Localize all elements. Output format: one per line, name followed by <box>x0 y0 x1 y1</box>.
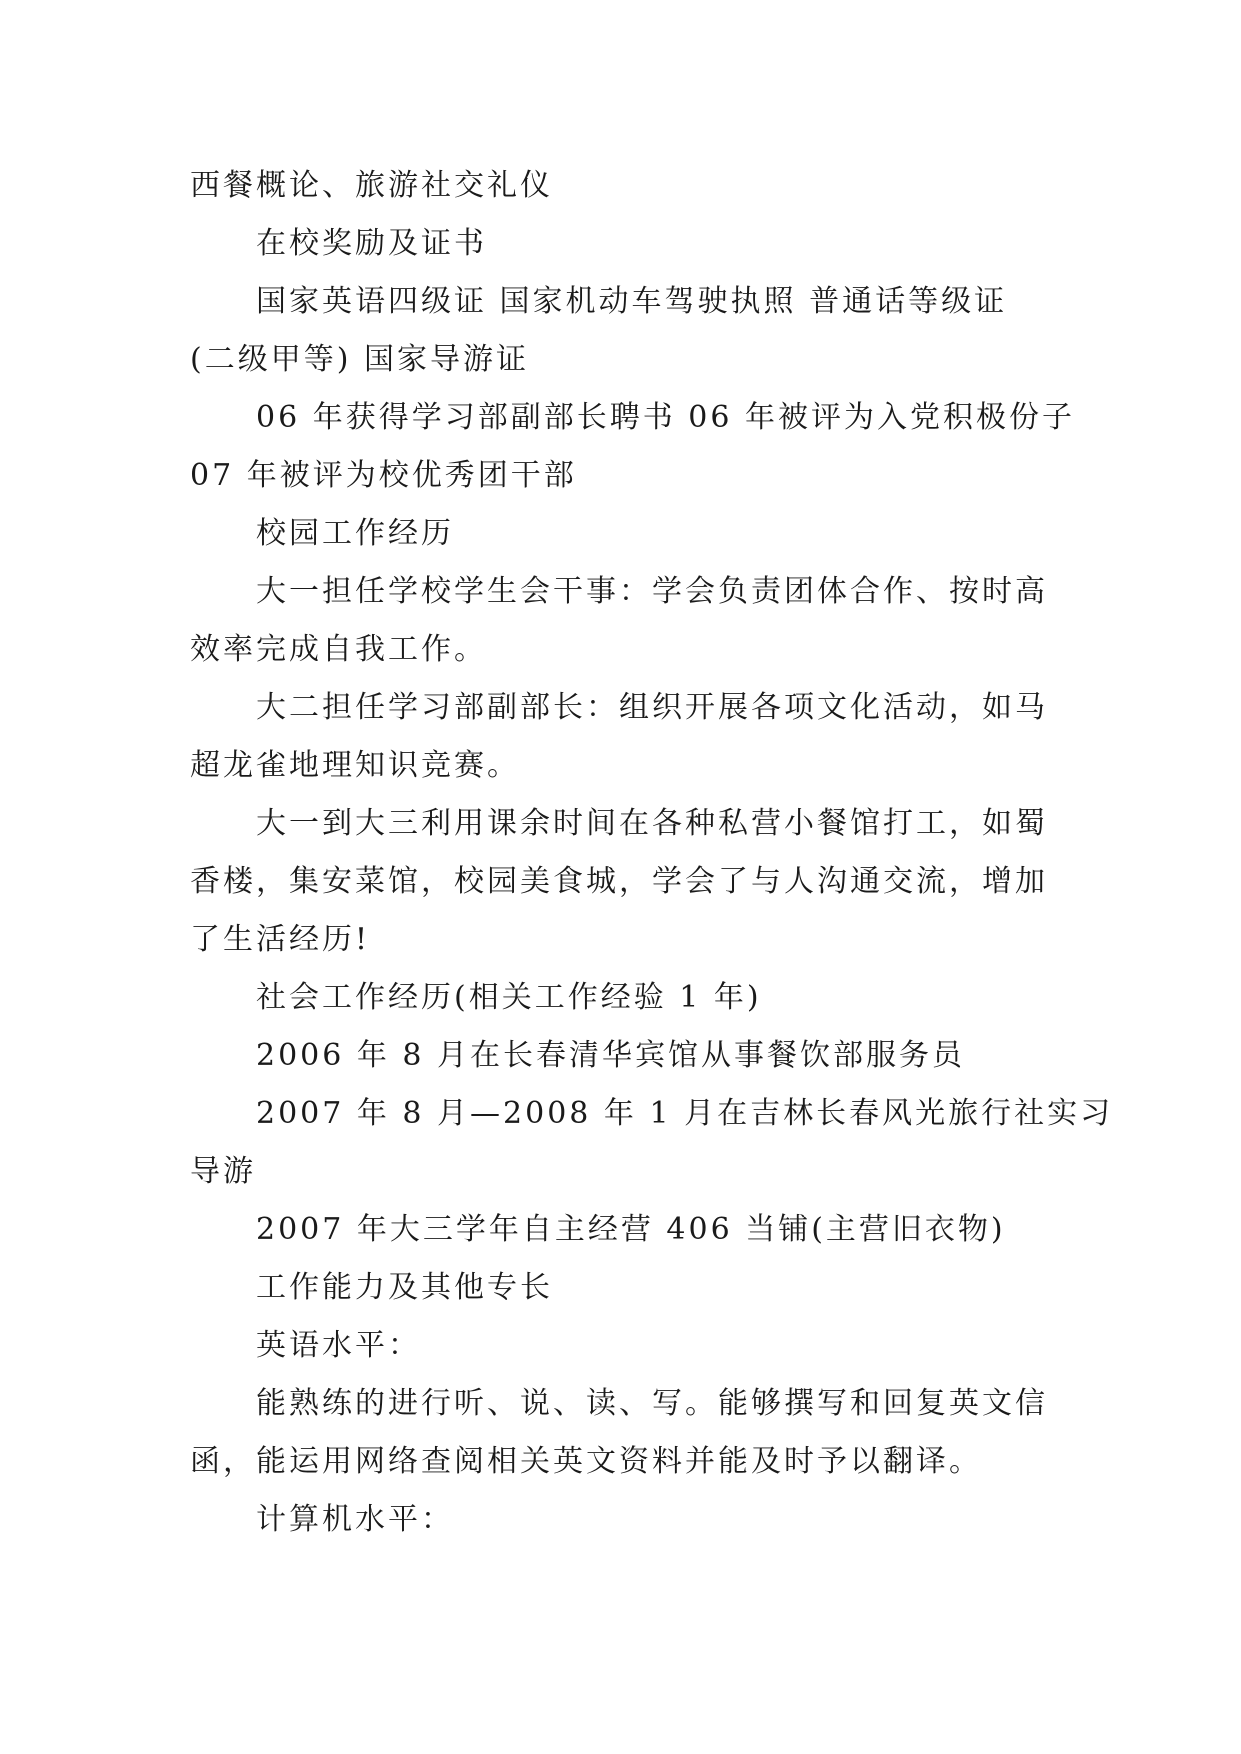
text-line: 了生活经历! <box>190 922 371 957</box>
text-line: 大二担任学习部副部长：组织开展各项文化活动，如马 <box>256 690 1048 725</box>
text-line: 2007 年大三学年自主经营 406 当铺(主营旧衣物) <box>256 1212 1006 1247</box>
section-heading: 社会工作经历(相关工作经验 1 年) <box>256 980 762 1015</box>
section-heading: 在校奖励及证书 <box>256 226 487 261</box>
text-line: 西餐概论、旅游社交礼仪 <box>190 168 553 203</box>
subheading: 英语水平： <box>256 1328 421 1363</box>
text-line: 效率完成自我工作。 <box>190 632 487 667</box>
text-line: 大一担任学校学生会干事：学会负责团体合作、按时高 <box>256 574 1048 609</box>
section-heading: 工作能力及其他专长 <box>256 1270 553 1305</box>
text-line: 国家英语四级证 国家机动车驾驶执照 普通话等级证 <box>256 284 1008 319</box>
text-line: 能熟练的进行听、说、读、写。能够撰写和回复英文信 <box>256 1386 1048 1421</box>
text-line: 函，能运用网络查阅相关英文资料并能及时予以翻译。 <box>190 1444 982 1479</box>
text-line: 导游 <box>190 1154 256 1189</box>
document-page <box>190 157 1114 1549</box>
text-line: 大一到大三利用课余时间在各种私营小餐馆打工，如蜀 <box>256 806 1048 841</box>
text-line: (二级甲等) 国家导游证 <box>190 342 529 377</box>
section-heading: 校园工作经历 <box>256 516 454 551</box>
text-line: 06 年获得学习部副部长聘书 06 年被评为入党积极份子 <box>256 400 1075 435</box>
text-line: 2006 年 8 月在长春清华宾馆从事餐饮部服务员 <box>256 1038 966 1073</box>
text-line: 超龙雀地理知识竞赛。 <box>190 748 520 783</box>
text-line: 07 年被评为校优秀团干部 <box>190 458 577 493</box>
text-line: 香楼，集安菜馆，校园美食城，学会了与人沟通交流，增加 <box>190 864 1048 899</box>
text-line: 2007 年 8 月—2008 年 1 月在吉林长春风光旅行社实习 <box>256 1096 1114 1131</box>
subheading: 计算机水平： <box>256 1502 454 1537</box>
